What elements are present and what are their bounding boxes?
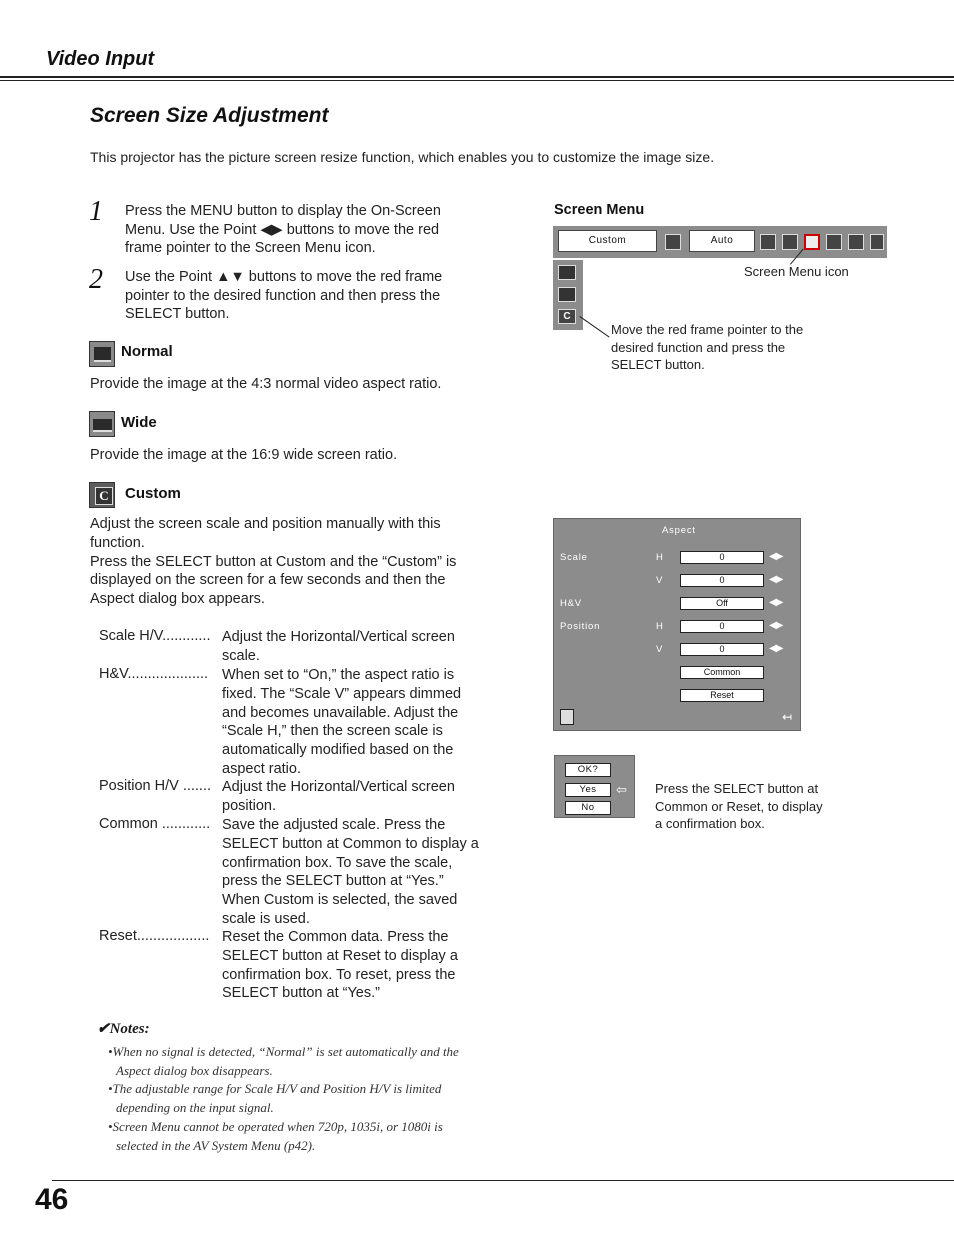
menu-icon bbox=[665, 234, 681, 250]
definition-line: Adjust the Horizontal/Vertical screen bbox=[222, 779, 455, 795]
scale-h-field[interactable]: 0 bbox=[680, 551, 764, 564]
reset-button[interactable]: Reset bbox=[680, 689, 764, 702]
note-line: •The adjustable range for Scale H/V and Position H/V is limited bbox=[108, 1081, 442, 1096]
option-custom-label: Custom bbox=[125, 485, 181, 502]
definition-line: Adjust the Horizontal/Vertical screen bbox=[222, 629, 455, 645]
definition-line: When Custom is selected, the saved bbox=[222, 892, 458, 909]
definition-desc bbox=[222, 666, 504, 779]
definition-line: aspect ratio. bbox=[222, 760, 301, 777]
setting-icon bbox=[870, 234, 884, 250]
page-title: Screen Size Adjustment bbox=[90, 104, 329, 127]
pointer-arrow-icon: ⇦ bbox=[616, 782, 627, 797]
caption-line: Common or Reset, to display bbox=[655, 798, 823, 814]
normal-screen-icon bbox=[89, 341, 115, 367]
left-right-arrows-icon[interactable]: ◀▶ bbox=[769, 620, 783, 631]
screen-menu-icon[interactable] bbox=[804, 234, 820, 250]
note-line: Aspect dialog box disappears. bbox=[116, 1062, 273, 1078]
common-button[interactable]: Common bbox=[680, 666, 764, 679]
no-button[interactable]: No bbox=[565, 801, 611, 815]
definition-desc bbox=[222, 778, 504, 816]
definition-line: SELECT button at Reset to display a bbox=[222, 947, 458, 964]
note-line: depending on the input signal. bbox=[116, 1099, 274, 1115]
side-menu-icons bbox=[553, 260, 583, 330]
header-rule-thin bbox=[0, 80, 954, 81]
notes-title: Notes: bbox=[109, 1021, 150, 1037]
definition-term: Scale H/V............ bbox=[99, 628, 211, 644]
definition-line: SELECT button at “Yes.” bbox=[222, 985, 380, 1002]
definition-desc bbox=[222, 816, 504, 929]
scale-v-field[interactable]: 0 bbox=[680, 574, 764, 587]
custom-mini-icon: C bbox=[558, 309, 576, 324]
row-label-hv: H&V bbox=[560, 598, 582, 609]
definition-desc bbox=[222, 628, 504, 666]
wide-screen-icon bbox=[89, 411, 115, 437]
page-number: 46 bbox=[35, 1183, 69, 1216]
step-1-line: Menu. Use the Point ◀▶ buttons to move the red bbox=[125, 221, 440, 238]
step-1-line: Press the MENU button to display the On-Screen bbox=[125, 203, 441, 219]
step-1-line: frame pointer to the Screen Menu icon. bbox=[125, 240, 376, 256]
note-line: •When no signal is detected, “Normal” is set automatically and the bbox=[108, 1044, 459, 1059]
confirmation-box bbox=[554, 755, 635, 818]
pointer-callout bbox=[611, 321, 803, 374]
notes-heading bbox=[97, 1019, 150, 1038]
row-sub-v: V bbox=[656, 575, 664, 586]
menu-auto-box: Auto bbox=[689, 230, 755, 252]
definition-line: confirmation box. To reset, press the bbox=[222, 966, 456, 983]
left-right-arrows-icon[interactable]: ◀▶ bbox=[769, 643, 783, 654]
custom-desc-line: function. bbox=[90, 534, 145, 551]
caption-line: Press the SELECT button at bbox=[655, 781, 819, 796]
option-wide-label: Wide bbox=[121, 414, 157, 431]
section-header: Video Input bbox=[46, 48, 155, 70]
definition-line: position. bbox=[222, 797, 277, 814]
wide-mini-icon bbox=[558, 287, 576, 302]
position-v-field[interactable]: 0 bbox=[680, 643, 764, 656]
note-item bbox=[108, 1043, 508, 1080]
definition-term: Common ............ bbox=[99, 816, 211, 832]
yes-button[interactable]: Yes bbox=[565, 783, 611, 797]
row-sub-h: H bbox=[656, 621, 664, 632]
intro-text: This projector has the picture screen resize function, which enables you to customize the image size. bbox=[90, 149, 715, 165]
row-sub-v: V bbox=[656, 644, 664, 655]
definition-line: fixed. The “Scale V” appears dimmed bbox=[222, 685, 462, 702]
definition-line: “Scale H,” then the screen scale is bbox=[222, 723, 443, 740]
person-icon bbox=[760, 234, 776, 250]
pencil-icon bbox=[848, 234, 864, 250]
custom-desc-line: Adjust the screen scale and position manually with this bbox=[90, 516, 441, 532]
definition-line: Reset the Common data. Press the bbox=[222, 929, 449, 945]
ok-prompt: OK? bbox=[565, 763, 611, 777]
row-sub-h: H bbox=[656, 552, 664, 563]
note-line: •Screen Menu cannot be operated when 720p, 1035i, or 1080i is bbox=[108, 1119, 443, 1134]
definition-line: scale is used. bbox=[222, 910, 310, 927]
custom-icon-letter: C bbox=[95, 487, 113, 505]
screen-menu-icon-callout: Screen Menu icon bbox=[744, 264, 849, 279]
menu-bar bbox=[553, 226, 887, 258]
definition-line: and becomes unavailable. Adjust the bbox=[222, 704, 459, 721]
confirm-caption bbox=[655, 780, 823, 833]
screen-menu-heading: Screen Menu bbox=[554, 202, 645, 218]
aspect-dialog-title: Aspect bbox=[662, 525, 696, 536]
note-item bbox=[108, 1118, 508, 1155]
definition-line: Save the adjusted scale. Press the bbox=[222, 817, 446, 833]
note-line: selected in the AV System Menu (p42). bbox=[116, 1137, 316, 1153]
position-h-field[interactable]: 0 bbox=[680, 620, 764, 633]
note-item bbox=[108, 1080, 508, 1117]
option-custom-desc bbox=[90, 515, 510, 609]
left-right-arrows-icon[interactable]: ◀▶ bbox=[769, 551, 783, 562]
custom-screen-icon bbox=[89, 482, 115, 508]
definition-line: automatically modified based on the bbox=[222, 742, 454, 759]
definition-desc bbox=[222, 928, 504, 1003]
step-2-line: Use the Point ▲▼ buttons to move the red frame bbox=[125, 269, 443, 285]
step-number-2: 2 bbox=[89, 264, 103, 295]
definition-term: Reset.................. bbox=[99, 928, 210, 944]
option-normal-label: Normal bbox=[121, 343, 173, 360]
left-right-arrows-icon[interactable]: ◀▶ bbox=[769, 574, 783, 585]
step-2-text bbox=[125, 268, 442, 324]
definition-term: H&V.................... bbox=[99, 666, 209, 682]
definition-line: scale. bbox=[222, 647, 260, 664]
definition-line: press the SELECT button at “Yes.” bbox=[222, 873, 444, 890]
definition-line: confirmation box. To save the scale, bbox=[222, 854, 453, 871]
header-rule bbox=[0, 76, 954, 78]
sound-icon bbox=[826, 234, 842, 250]
step-1-text bbox=[125, 202, 441, 258]
aspect-dialog bbox=[553, 518, 801, 731]
hv-field[interactable]: Off bbox=[680, 597, 764, 610]
custom-desc-line: Press the SELECT button at Custom and the “Custom” is bbox=[90, 553, 457, 570]
check-mark-icon: ✔ bbox=[97, 1021, 110, 1037]
definition-term: Position H/V ....... bbox=[99, 778, 212, 794]
caption-line: a confirmation box. bbox=[655, 816, 765, 831]
exit-door-icon[interactable] bbox=[560, 709, 574, 725]
left-right-arrows-icon[interactable]: ◀▶ bbox=[769, 597, 783, 608]
footer-rule bbox=[52, 1180, 954, 1181]
step-2-line: SELECT button. bbox=[125, 306, 230, 322]
callout-line: desired function and press the bbox=[611, 339, 786, 355]
callout-line: SELECT button. bbox=[611, 357, 705, 372]
callout-line: Move the red frame pointer to the bbox=[611, 322, 804, 337]
pointer-leader-line bbox=[579, 316, 609, 337]
definition-line: When set to “On,” the aspect ratio is bbox=[222, 667, 455, 683]
row-label-scale: Scale bbox=[560, 552, 588, 563]
normal-mini-icon bbox=[558, 265, 576, 280]
definition-line: SELECT button at Common to display a bbox=[222, 835, 479, 852]
option-wide-desc: Provide the image at the 16:9 wide screen ratio. bbox=[90, 447, 398, 463]
step-number-1: 1 bbox=[89, 196, 103, 227]
image-adjust-icon bbox=[782, 234, 798, 250]
return-arrow-icon: ↤ bbox=[782, 710, 793, 724]
option-normal-desc: Provide the image at the 4:3 normal video aspect ratio. bbox=[90, 376, 442, 392]
row-label-position: Position bbox=[560, 621, 601, 632]
step-2-line: pointer to the desired function and then press the bbox=[125, 287, 441, 304]
custom-desc-line: displayed on the screen for a few seconds and then the bbox=[90, 572, 446, 589]
menu-custom-box: Custom bbox=[558, 230, 657, 252]
custom-desc-line: Aspect dialog box appears. bbox=[90, 591, 265, 608]
